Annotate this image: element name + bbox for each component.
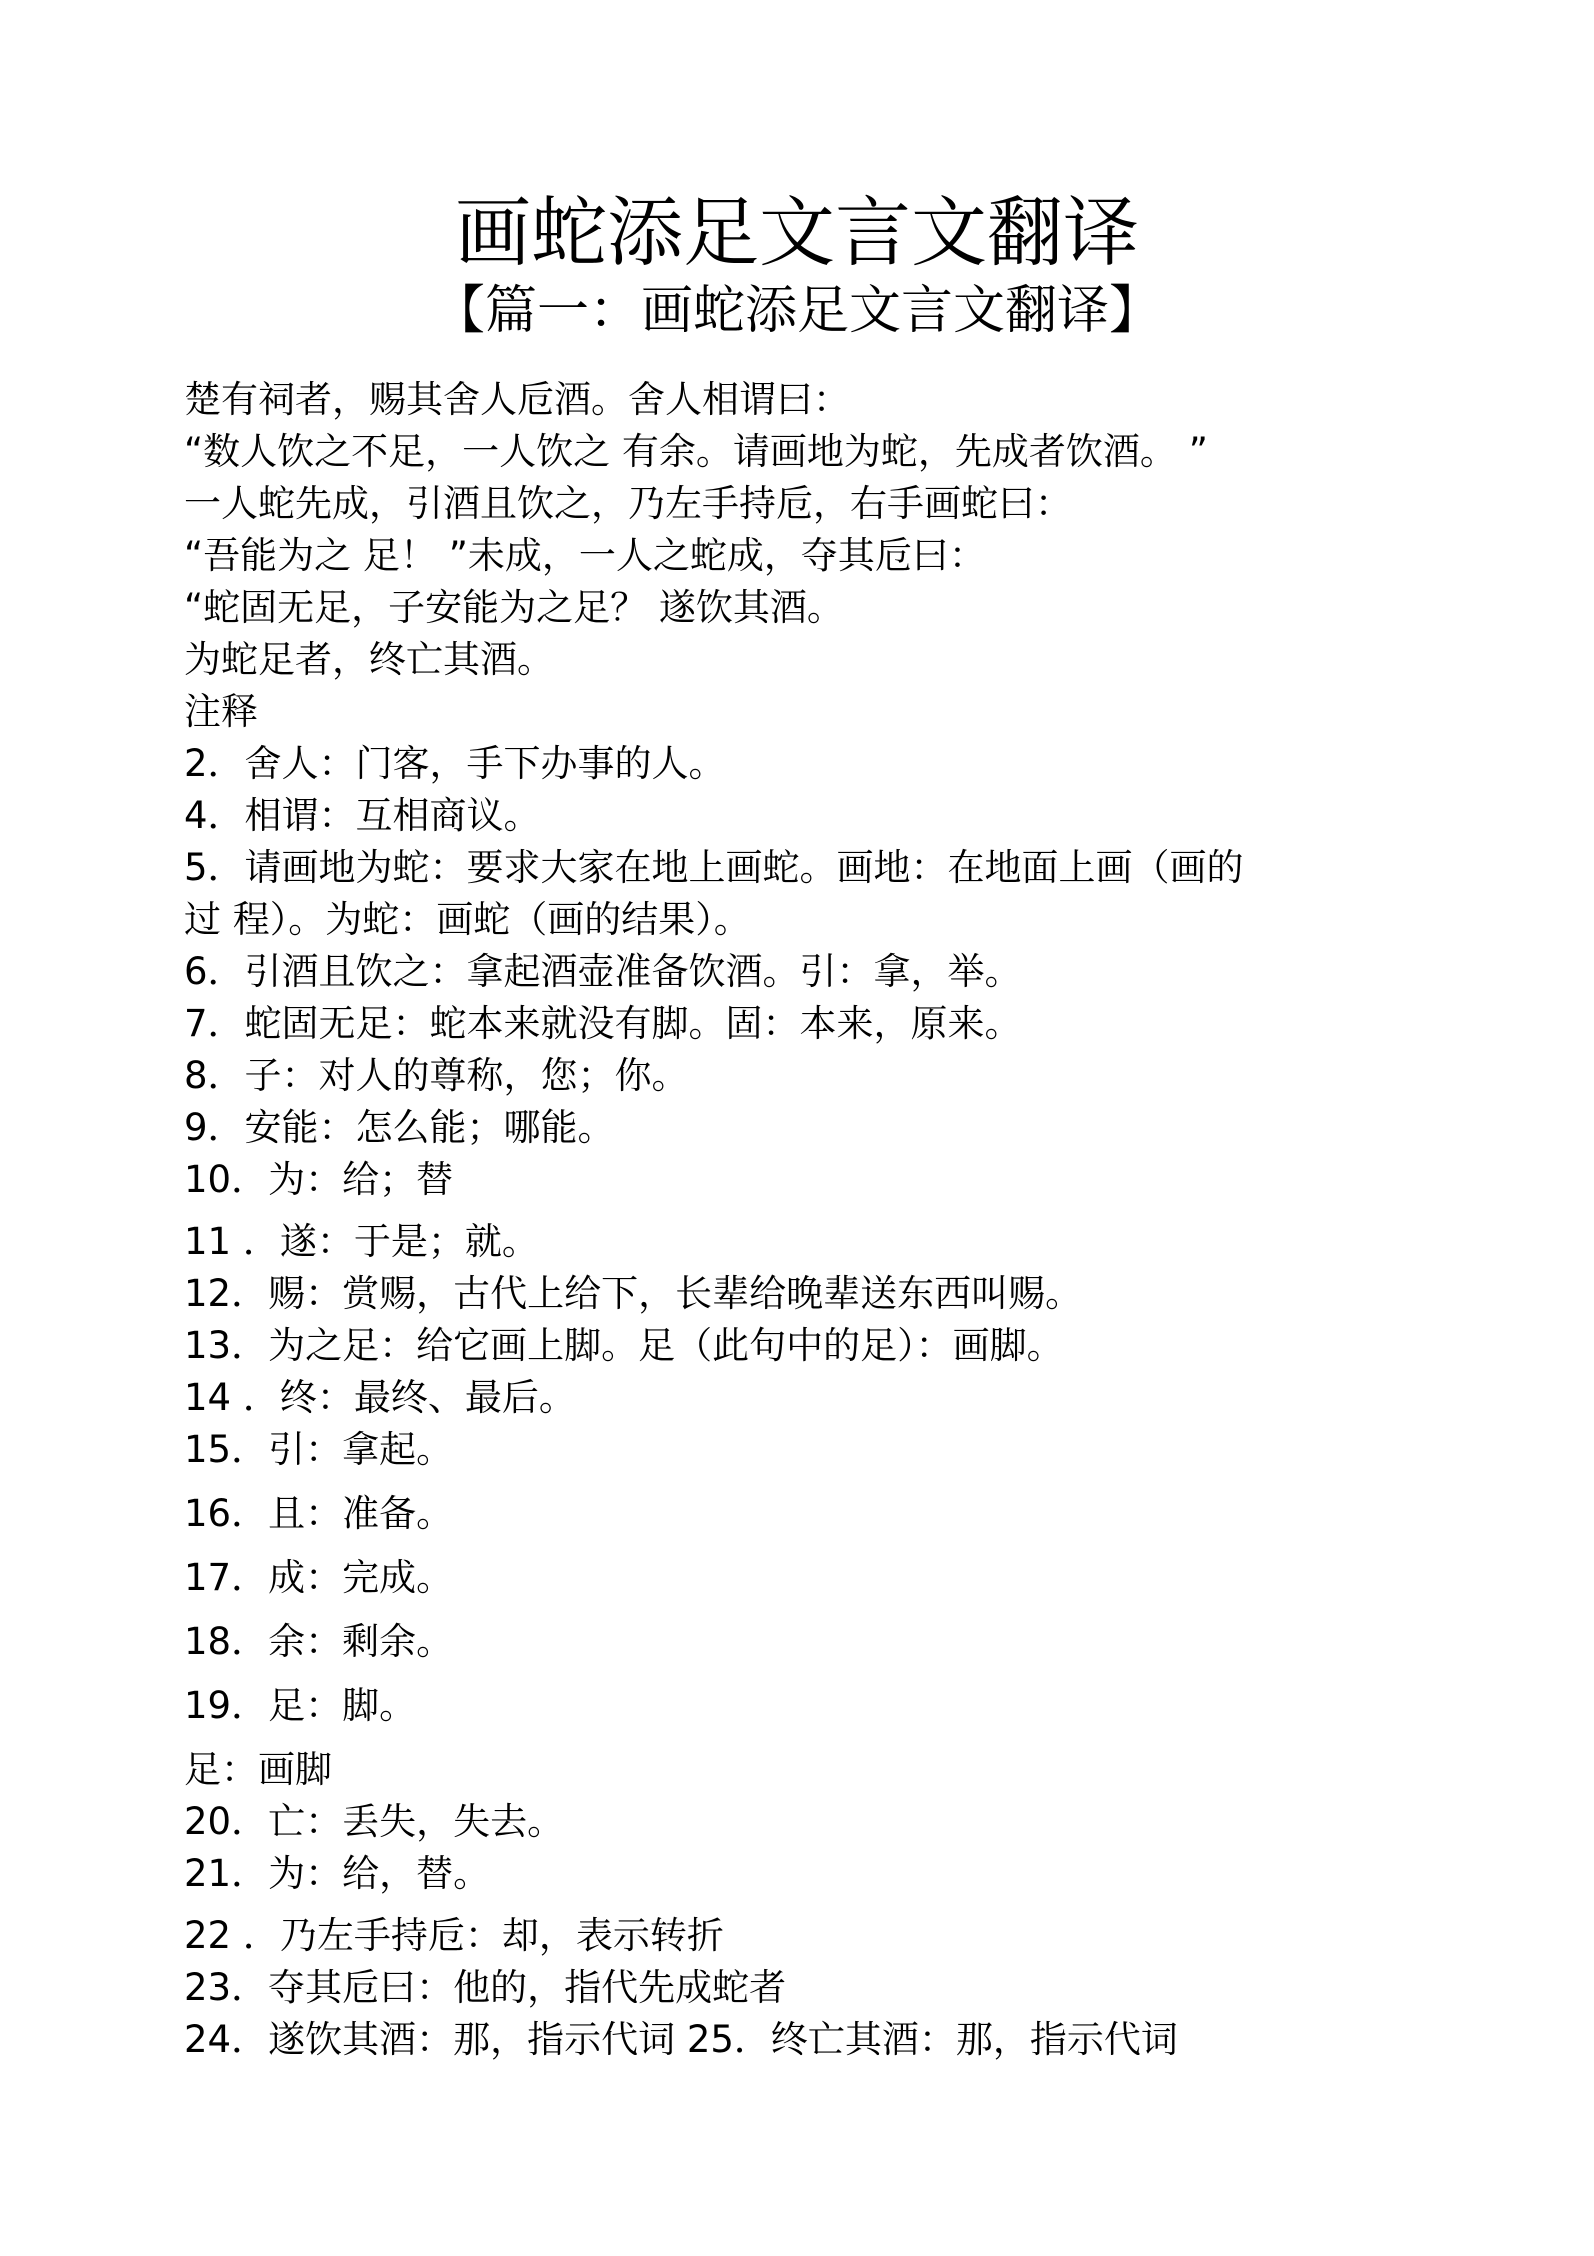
note-item: 7．蛇固无足：蛇本来就没有脚。固：本来，原来。 — [184, 1002, 1022, 1045]
text-line: 一人蛇先成，引酒且饮之，乃左手持卮，右手画蛇曰： — [184, 482, 1072, 525]
note-item: 2．舍人：门客，手下办事的人。 — [184, 742, 726, 785]
note-item: 23．夺其卮曰：他的，指代先成蛇者 — [184, 1966, 787, 2009]
note-item: 5．请画地为蛇：要求大家在地上画蛇。画地：在地面上画（画的 — [184, 846, 1244, 889]
note-item: 13．为之足：给它画上脚。足（此句中的足）：画脚。 — [184, 1324, 1064, 1367]
note-item: 足：画脚 — [184, 1748, 332, 1791]
text-line: “蛇固无足，子安能为之足？ 遂饮其酒。 — [184, 586, 844, 629]
text-line: 为蛇足者，终亡其酒。 — [184, 638, 554, 681]
note-item: 19．足：脚。 — [184, 1684, 417, 1727]
note-item: 11 ．遂：于是；就。 — [184, 1220, 539, 1263]
note-item: 6．引酒且饮之：拿起酒壶准备饮酒。引：拿，举。 — [184, 950, 1022, 993]
note-item: 21．为：给，替。 — [184, 1852, 491, 1895]
note-item: 16．且：准备。 — [184, 1492, 454, 1535]
text-line: 楚有祠者，赐其舍人卮酒。舍人相谓曰： — [184, 378, 850, 421]
note-item: 15．引：拿起。 — [184, 1428, 454, 1471]
note-item: 20．亡：丢失，失去。 — [184, 1800, 565, 1843]
note-item: 4．相谓：互相商议。 — [184, 794, 541, 837]
note-item: 9．安能：怎么能；哪能。 — [184, 1106, 615, 1149]
note-item: 12．赐：赏赐，古代上给下，长辈给晚辈送东西叫赐。 — [184, 1272, 1083, 1315]
document-title: 画蛇添足文言文翻译 — [455, 188, 1139, 277]
note-item: 过 程）。为蛇：画蛇（画的结果）。 — [184, 898, 751, 941]
note-item: 10．为：给；替 — [184, 1158, 454, 1201]
note-item: 24．遂饮其酒：那，指示代词 25．终亡其酒：那，指示代词 — [184, 2018, 1178, 2061]
notes-heading: 注释 — [184, 690, 258, 733]
document-subtitle: 【篇一：画蛇添足文言文翻译】 — [432, 281, 1161, 341]
document-body — [184, 374, 1484, 2066]
text-line: “吾能为之 足！ ”未成，一人之蛇成，夺其卮曰： — [184, 534, 986, 577]
note-item: 18．余：剩余。 — [184, 1620, 454, 1663]
text-line: “数人饮之不足，一人饮之 有余。请画地为蛇，先成者饮酒。 ” — [184, 430, 1208, 473]
note-item: 22 ．乃左手持卮：却，表示转折 — [184, 1914, 724, 1957]
note-item: 8．子：对人的尊称，您；你。 — [184, 1054, 689, 1097]
note-item: 17．成：完成。 — [184, 1556, 454, 1599]
note-item: 14 ．终：最终、最后。 — [184, 1376, 576, 1419]
